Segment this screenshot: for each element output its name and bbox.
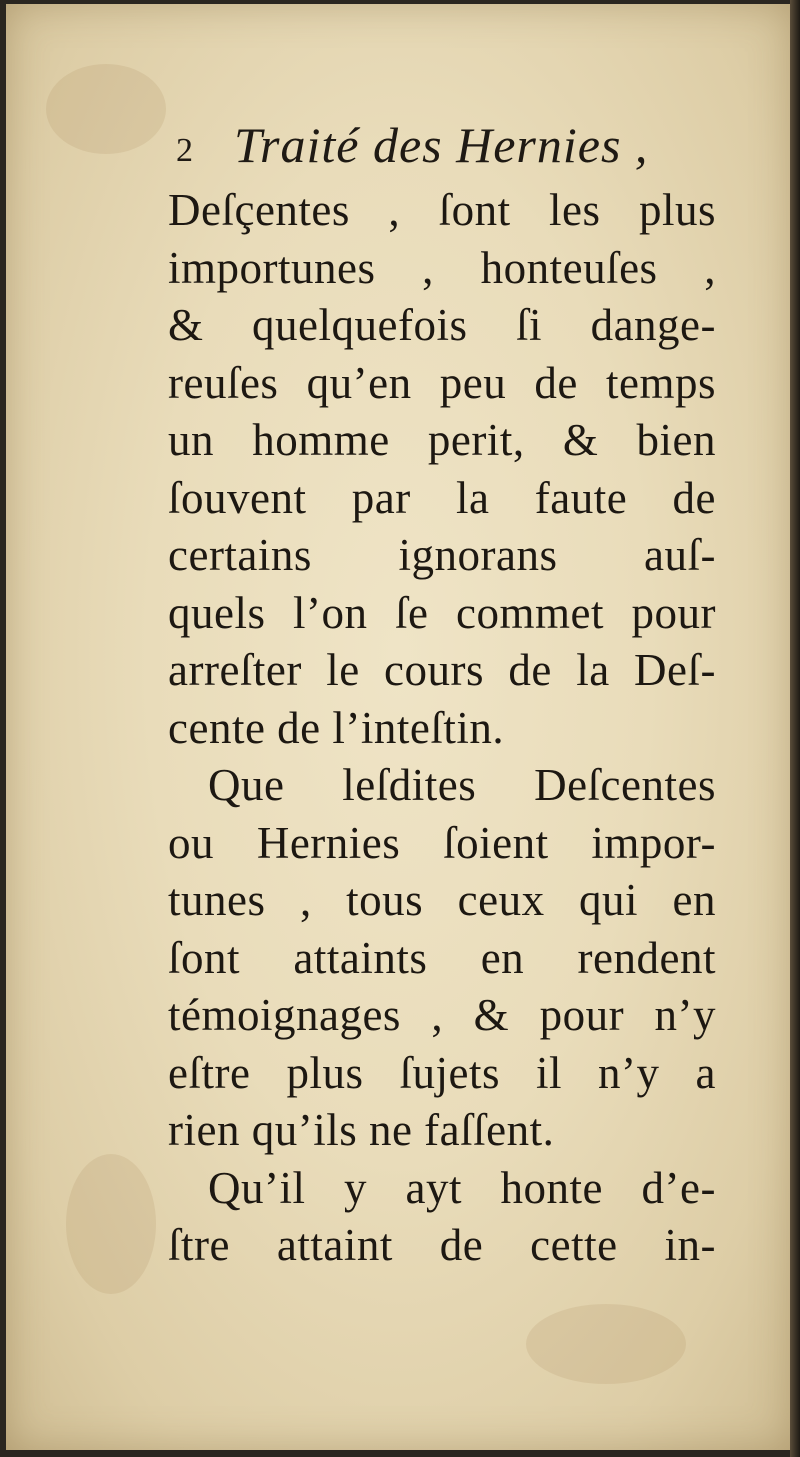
text-line: Que leſdites Deſcentes (208, 760, 716, 810)
text-line: reuſes qu’en peu de temps (168, 357, 716, 408)
text-line: cente de l’inteſtin. (168, 702, 505, 753)
running-head (176, 116, 696, 172)
text-line: un homme perit, & bien (168, 415, 716, 465)
text-line: ſouvent par la faute de (168, 472, 716, 523)
text-line: ou Hernies ſoient impor- (168, 817, 716, 868)
text-line: Qu’il y ayt honte d’e- (208, 1162, 716, 1213)
text-line: & quelquefois ſi dange- (168, 300, 716, 350)
text-line: ſtre attaint de cette in- (168, 1220, 716, 1270)
page-edge-shadow (790, 0, 800, 1457)
text-line: tunes , tous ceux qui en (168, 875, 716, 925)
body-text (168, 182, 716, 1275)
page-number: 2 (176, 132, 193, 169)
paper-stain (526, 1304, 686, 1384)
text-line: importunes , honteuſes , (168, 242, 716, 293)
text-line: rien qu’ils ne faſſent. (168, 1105, 555, 1155)
text-line: eſtre plus ſujets il n’y a (168, 1047, 716, 1098)
text-line: ſont attaints en rendent (168, 932, 716, 983)
text-line: quels l’on ſe commet pour (168, 587, 716, 638)
book-page (6, 4, 792, 1450)
running-head-title: Traité des Hernies , (234, 117, 649, 173)
text-line: certains ignorans auſ- (168, 530, 716, 580)
paper-stain (66, 1154, 156, 1294)
paper-stain (46, 64, 166, 154)
text-line: témoignages , & pour n’y (168, 990, 716, 1040)
text-line: arreſter le cours de la Deſ- (168, 645, 716, 695)
text-line: Deſçentes , ſont les plus (168, 185, 716, 235)
